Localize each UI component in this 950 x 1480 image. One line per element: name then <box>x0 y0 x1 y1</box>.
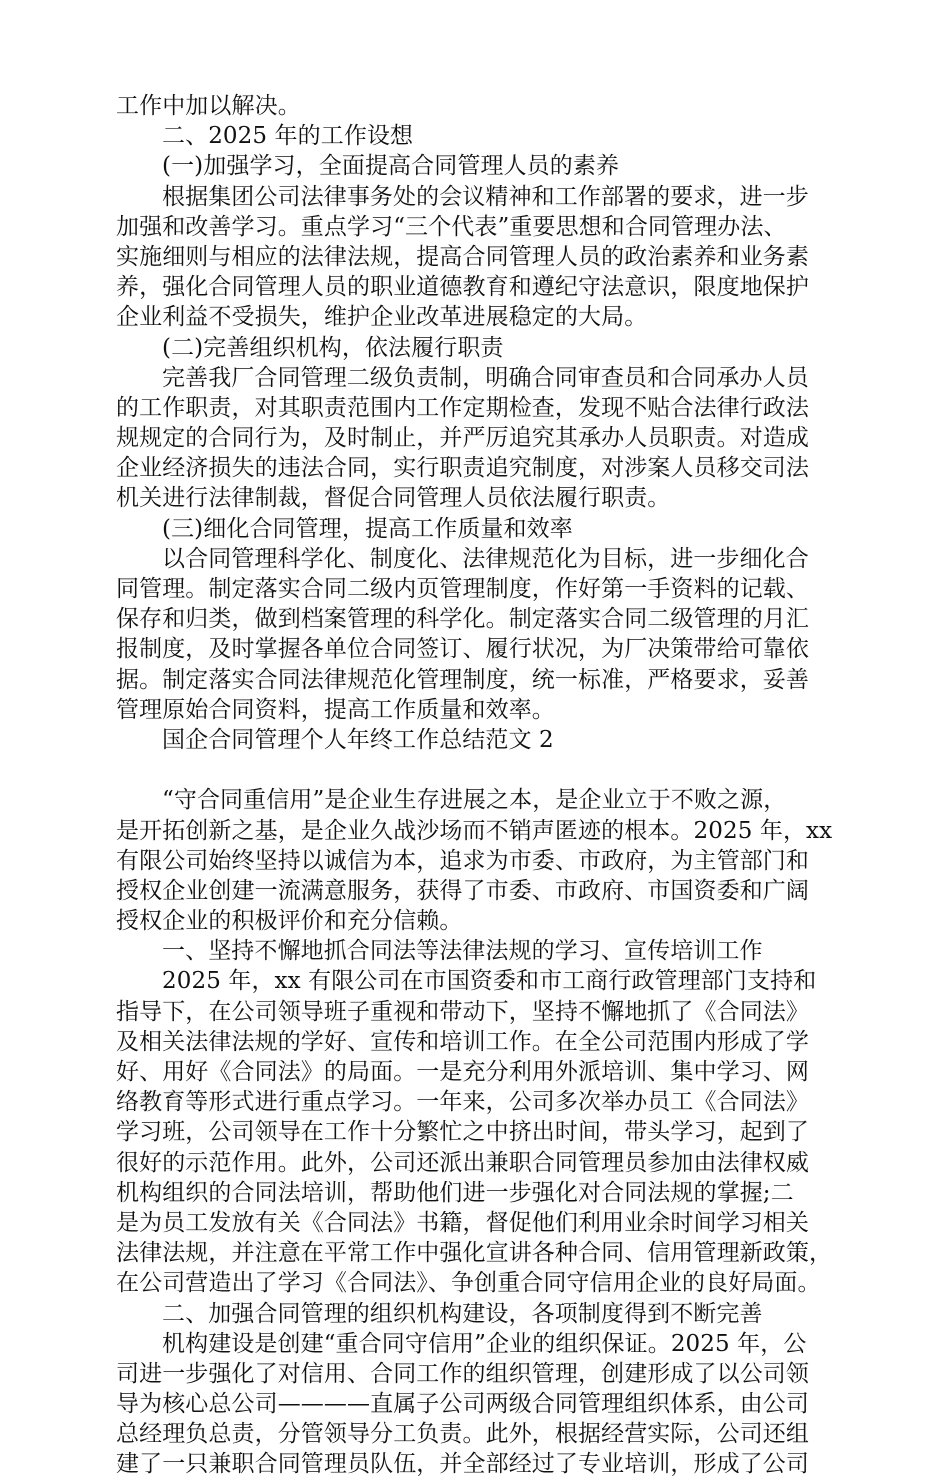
text-line: 机构建设是创建“重合同守信用”企业的组织保证。2025 年，公 <box>162 1330 807 1357</box>
text-line: 法律法规，并注意在平常工作中强化宣讲各种合同、信用管理新政策， <box>116 1240 833 1267</box>
text-line: 实施细则与相应的法律法规，提高合同管理人员的政治素养和业务素 <box>116 243 809 270</box>
text-line: 授权企业的积极评价和充分信赖。 <box>116 908 463 935</box>
text-line: 是开拓创新之基，是企业久战沙场而不销声匿迹的根本。2025 年，xx <box>116 817 833 844</box>
text-line: 的工作职责，对其职责范围内工作定期检查，发现不贴合法律行政法 <box>116 394 809 421</box>
text-line: 根据集团公司法律事务处的会议精神和工作部署的要求，进一步 <box>162 183 809 210</box>
text-line: 二、加强合同管理的组织机构建设，各项制度得到不断完善 <box>162 1300 763 1327</box>
text-line: 是为员工发放有关《合同法》书籍，督促他们利用业余时间学习相关 <box>116 1209 809 1236</box>
text-line: (一)加强学习，全面提高合同管理人员的素养 <box>162 153 620 180</box>
text-line: 指导下，在公司领导班子重视和带动下，坚持不懈地抓了《合同法》 <box>116 998 809 1025</box>
text-line: 二、2025 年的工作设想 <box>162 123 414 150</box>
text-line: 报制度，及时掌握各单位合同签订、履行状况，为厂决策带给可靠依 <box>116 636 809 663</box>
text-line: 国企合同管理个人年终工作总结范文 2 <box>162 726 554 753</box>
text-line: 建了一只兼职合同管理员队伍，并全部经过了专业培训，形成了公司 <box>116 1451 809 1478</box>
text-line: 工作中加以解决。 <box>116 93 301 119</box>
text-line: 总经理负总责，分管领导分工负责。此外，根据经营实际，公司还组 <box>116 1421 809 1448</box>
text-line: 及相关法律法规的学好、宣传和培训工作。在全公司范围内形成了学 <box>116 1028 809 1055</box>
text-line: 机关进行法律制裁，督促合同管理人员依法履行职责。 <box>116 485 671 512</box>
document-page <box>116 91 836 1480</box>
text-line: 以合同管理科学化、制度化、法律规范化为目标，进一步细化合 <box>162 545 809 572</box>
text-line: 很好的示范作用。此外，公司还派出兼职合同管理员参加由法律权威 <box>116 1149 809 1176</box>
text-line: 企业经济损失的违法合同，实行职责追究制度，对涉案人员移交司法 <box>116 455 809 482</box>
text-line: 好、用好《合同法》的局面。一是充分利用外派培训、集中学习、网 <box>116 1059 809 1085</box>
text-line: 授权企业创建一流满意服务，获得了市委、市政府、市国资委和广阔 <box>116 877 809 904</box>
text-line: 导为核心总公司————直属子公司两级合同管理组织体系，由公司 <box>116 1391 809 1418</box>
text-line: 规规定的合同行为，及时制止，并严厉追究其承办人员职责。对造成 <box>116 425 809 452</box>
text-line: 一、坚持不懈地抓合同法等法律法规的学习、宣传培训工作 <box>162 938 763 965</box>
text-line: 企业利益不受损失，维护企业改革进展稳定的大局。 <box>116 304 648 331</box>
text-line: 络教育等形式进行重点学习。一年来，公司多次举办员工《合同法》 <box>116 1089 809 1116</box>
text-line: 保存和归类，做到档案管理的科学化。制定落实合同二级管理的月汇 <box>116 606 809 633</box>
text-line: 2025 年，xx 有限公司在市国资委和市工商行政管理部门支持和 <box>162 968 817 995</box>
text-line: 完善我厂合同管理二级负责制，明确合同审查员和合同承办人员 <box>162 364 809 391</box>
text-line: 司进一步强化了对信用、合同工作的组织管理，创建形成了以公司领 <box>116 1360 809 1387</box>
text-line: 机构组织的合同法培训，帮助他们进一步强化对合同法规的掌握;二 <box>116 1179 794 1206</box>
text-line: 养，强化合同管理人员的职业道德教育和遵纪守法意识，限度地保护 <box>116 274 809 301</box>
text-line: (三)细化合同管理，提高工作质量和效率 <box>162 515 573 542</box>
text-line: 据。制定落实合同法律规范化管理制度，统一标准，严格要求，妥善 <box>116 666 809 693</box>
text-line: 在公司营造出了学习《合同法》、争创重合同守信用企业的良好局面。 <box>116 1270 821 1297</box>
text-line: 有限公司始终坚持以诚信为本，追求为市委、市政府，为主管部门和 <box>116 847 809 874</box>
text-line: “守合同重信用”是企业生存进展之本，是企业立于不败之源， <box>162 787 787 814</box>
text-line: (二)完善组织机构，依法履行职责 <box>162 334 504 361</box>
text-line: 加强和改善学习。重点学习“三个代表”重要思想和合同管理办法、 <box>116 213 787 240</box>
blank-line <box>116 755 836 785</box>
text-line: 学习班，公司领导在工作十分繁忙之中挤出时间，带头学习，起到了 <box>116 1119 809 1146</box>
text-line: 同管理。制定落实合同二级内页管理制度，作好第一手资料的记载、 <box>116 576 809 602</box>
text-line: 管理原始合同资料，提高工作质量和效率。 <box>116 696 555 723</box>
